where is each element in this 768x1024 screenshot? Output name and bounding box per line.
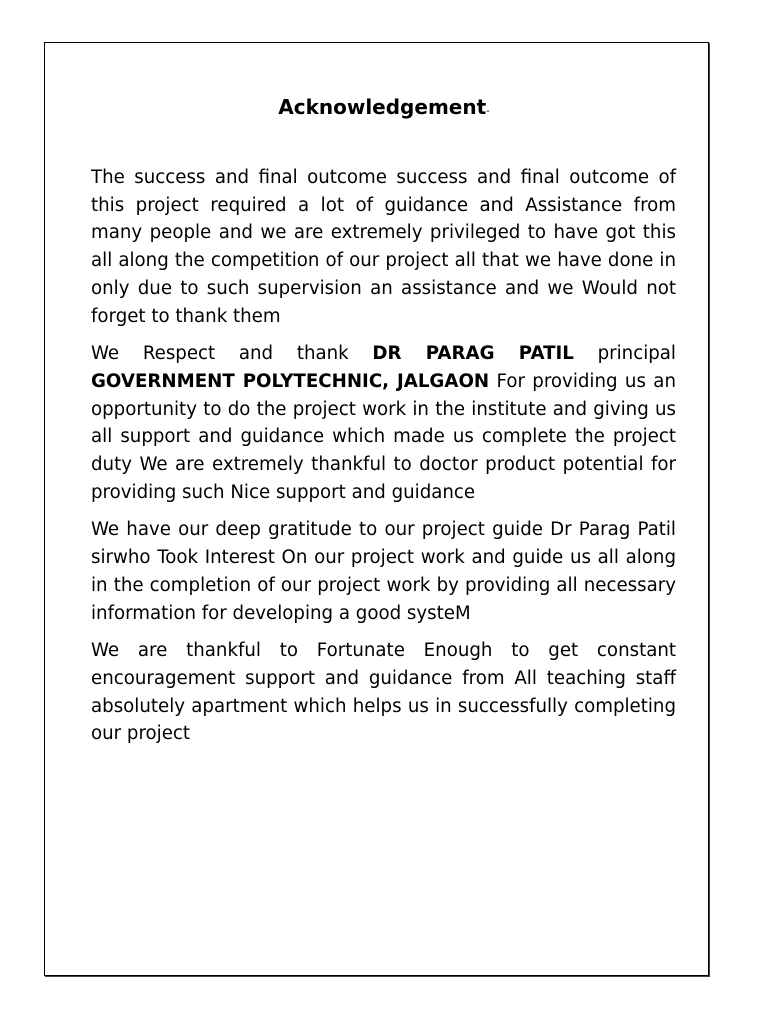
document-body — [91, 164, 676, 758]
principal-name: DR PARAG PATIL — [372, 343, 574, 365]
page-title — [0, 93, 768, 126]
paragraph-principal-rest: For providing us an opportunity to do the project work in the institute and giving us all support and guidance which made us complete the project duty We are extremely thankful to doctor product potential for providing such Nice support and guidance — [91, 370, 676, 503]
paragraph-intro: The success and final outcome success and final outcome of this project required a lot of guidance and Assistance from many people and we are extremely privileged to have got this all along the competition of our project all that we have done in only due to such supervision an assistance and we Would not forget to thank them — [91, 167, 676, 327]
paragraph-principal-lead: We Respect and thank — [91, 343, 373, 365]
institute-name: GOVERNMENT POLYTECHNIC, JALGAON — [91, 370, 490, 392]
paragraph-principal — [91, 340, 676, 506]
paragraph-guide: We have our deep gratitude to our project guide Dr Parag Patil sirwho Took Interest On our project work and guide us all along in the completion of our project work by providing all necessary information for developing a good systeM — [91, 519, 676, 624]
paragraph-staff: We are thankful to Fortunate Enough to get constant encouragement support and guidance from All teaching staff absolutely apartment which helps us in successfully completing our project — [91, 640, 676, 745]
title-text: Acknowledgement — [278, 95, 487, 119]
title-mark: - — [486, 106, 490, 117]
paragraph-principal-middle: principal — [573, 343, 676, 365]
